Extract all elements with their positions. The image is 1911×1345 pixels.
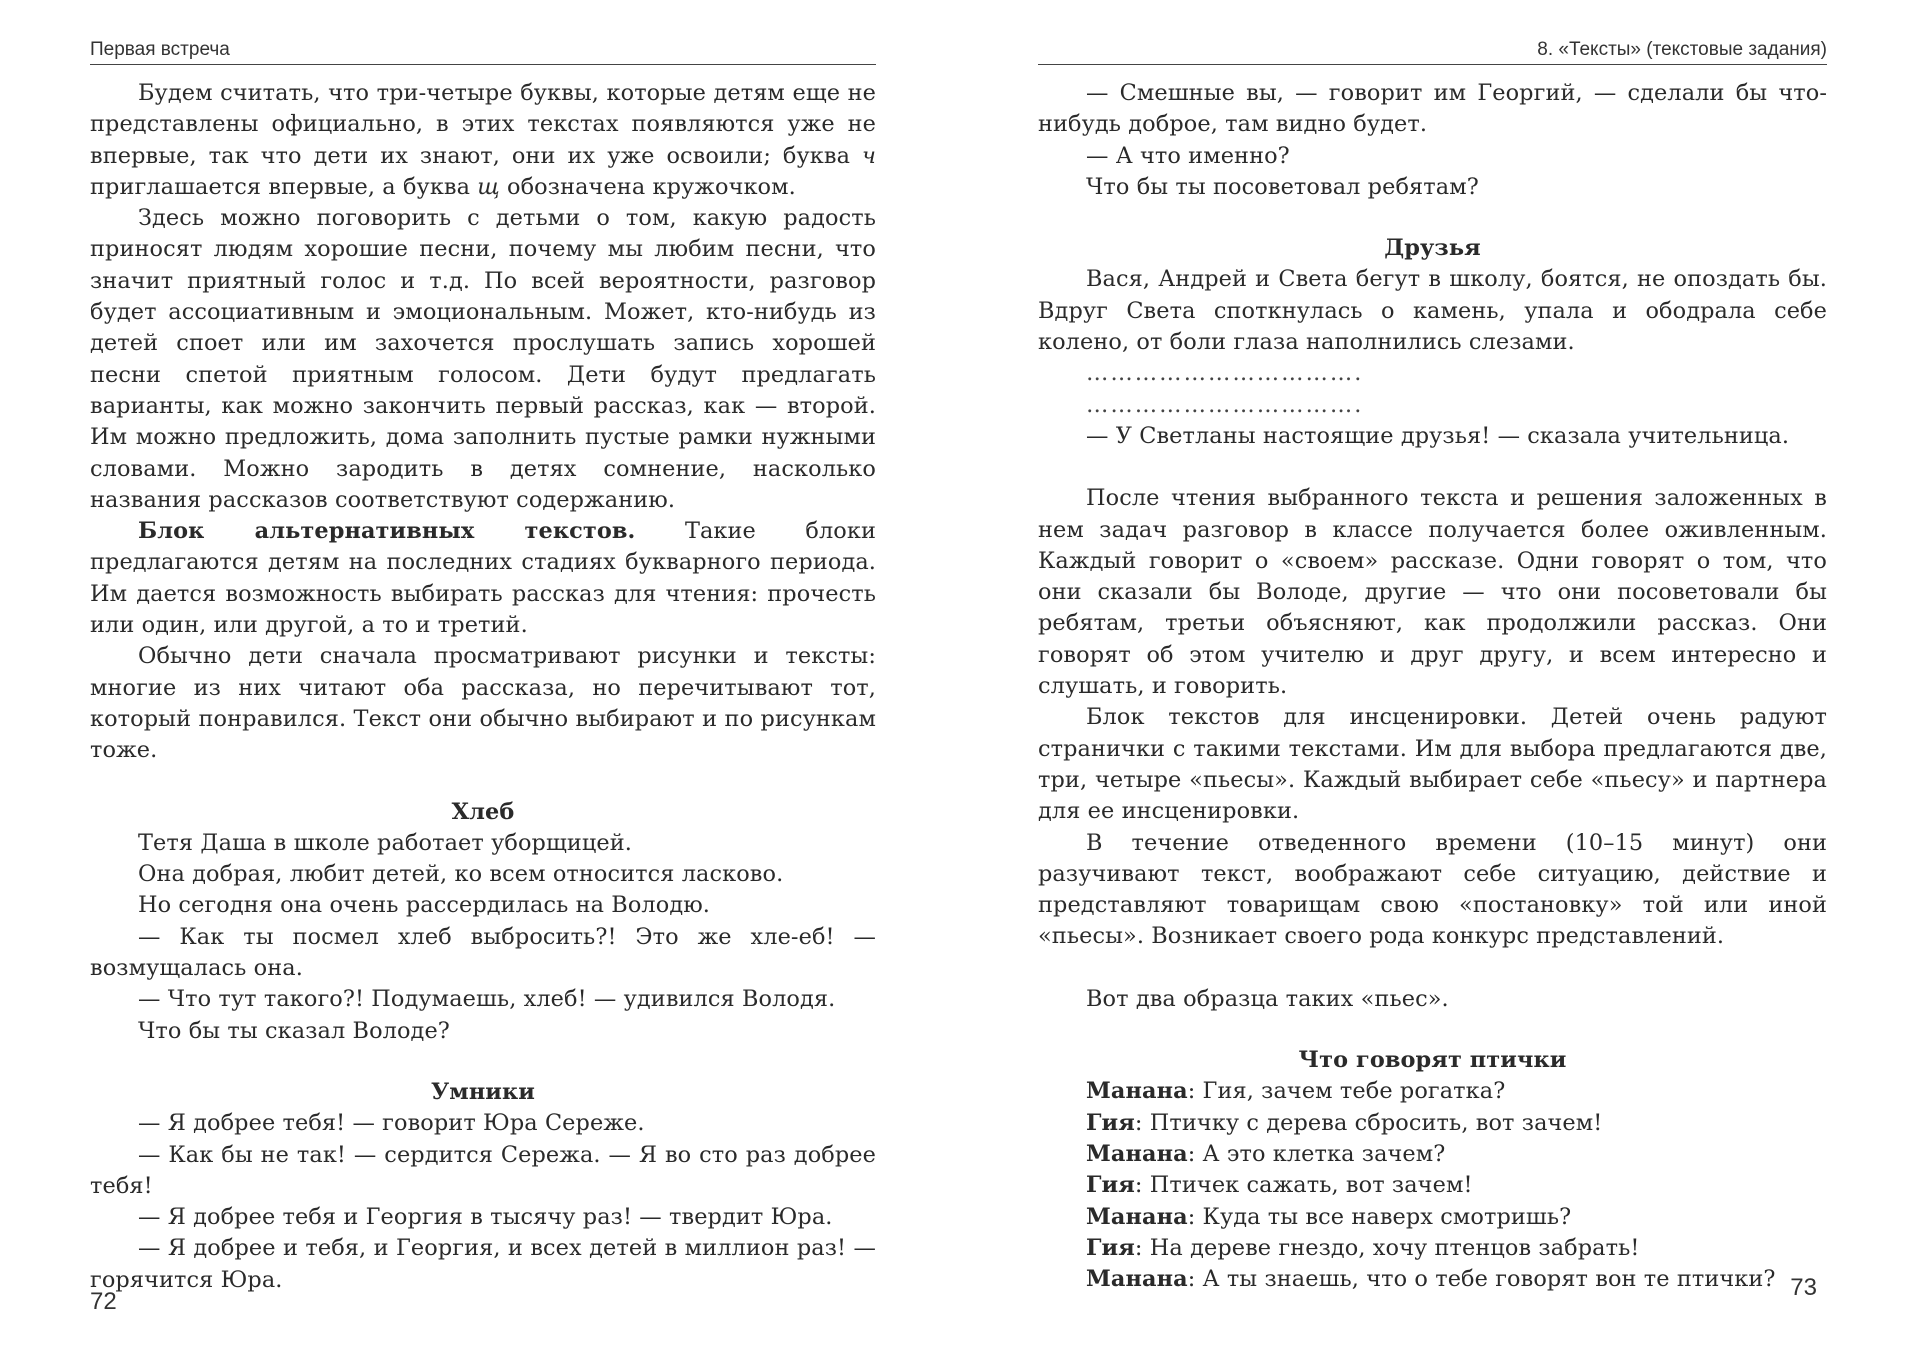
letter-ch: ч: [861, 142, 876, 169]
story-line: Вася, Андрей и Света бегут в школу, боятся, не опоздать бы. Вдруг Света споткнулась о камень, упала и ободрала себе колено, от боли глаза наполнились слезами.: [1038, 266, 1827, 356]
paragraph: Будем считать, что три-четыре буквы, которые детям еще не представлены официально, в этих текстах появляются уже не впервые, так что дети их знают, они их уже освоили; буква ч приглашается впервые, а буква щ обозначена кружочком.: [90, 80, 876, 200]
dialog-line: Манана: А ты знаешь, что о тебе говорят вон те птички?: [1086, 1266, 1776, 1293]
left-page-body: [90, 78, 876, 1296]
story-title-smart: Умники: [431, 1078, 535, 1105]
speaker: Манана: [1086, 1140, 1188, 1167]
story-line: Тетя Даша в школе работает уборщицей.: [138, 829, 632, 856]
play-title-birds: Что говорят птички: [1298, 1047, 1567, 1074]
paragraph: Вот два образца таких «пьес».: [1086, 985, 1449, 1012]
speaker: Манана: [1086, 1203, 1188, 1230]
story-line: — Как ты посмел хлеб выбросить?! Это же хле-еб! — возмущалась она.: [90, 923, 876, 982]
story-line: — Я добрее и тебя, и Георгия, и всех детей в миллион раз! — горячится Юра.: [90, 1235, 876, 1293]
running-head-right: [1038, 36, 1827, 65]
story-line: — Я добрее тебя! — говорит Юра Сереже.: [138, 1110, 645, 1137]
running-head-left: [90, 36, 876, 65]
paragraph: Здесь можно поговорить с детьми о том, какую радость приносят людям хорошие песни, почему мы любим песни, что значит приятный голос и т.д. По всей вероятности, разговор будет ассоциативным и эмоциональным. Может, кто-нибудь из детей споет или им захочется прослушать запись хорошей песни спетой приятным голосом. Дети будут предлагать варианты, как можно закончить первый рассказ, как — второй. Им можно предложить, дома заполнить пустые рамки нужными словами. Можно зародить в детях сомнение, насколько названия рассказов соответствуют содержанию.: [90, 205, 876, 513]
blank-line: …………………………….: [1086, 360, 1364, 387]
running-head-right-text: 8. «Тексты» (текстовые задания): [1537, 39, 1827, 60]
running-head-left-text: Первая встреча: [90, 39, 230, 60]
speaker: Гия: [1086, 1172, 1135, 1199]
speaker: Гия: [1086, 1109, 1135, 1136]
speaker: Манана: [1086, 1078, 1188, 1105]
blank-line: …………………………….: [1086, 391, 1364, 418]
page-number-left: 72: [90, 1288, 117, 1315]
paragraph: Блок текстов для инсценировки. Детей очень радуют странички с такими текстами. Им для выбора предлагаются две, три, четыре «пьесы». Каждый выбирает себе «пьесу» и партнера для ее инсценировки.: [1038, 704, 1827, 825]
story-line: — Я добрее тебя и Георгия в тысячу раз! — твердит Юра.: [138, 1204, 833, 1231]
story-title-friends: Друзья: [1384, 235, 1481, 262]
story-friends: [1038, 264, 1827, 452]
dialog-line: Манана: А это клетка зачем?: [1086, 1140, 1446, 1167]
dialog-line: Манана: Куда ты все наверх смотришь?: [1086, 1203, 1572, 1230]
story-line: — Что тут такого?! Подумаешь, хлеб! — удивился Володя.: [138, 986, 836, 1013]
story-smart: [90, 1108, 876, 1296]
page-number-right: 73: [1790, 1274, 1817, 1301]
letter-shch: щ: [477, 173, 500, 200]
paragraph: Блок альтернативных текстов. Такие блоки предлагаются детям на последних стадиях букварного периода. Им дается возможность выбирать рассказ для чтения: прочесть или один, или другой, а то и третий.: [90, 518, 876, 639]
dialog-line: Гия: Птичек сажать, вот зачем!: [1086, 1172, 1473, 1199]
speaker: Манана: [1086, 1266, 1188, 1293]
paragraph: В течение отведенного времени (10–15 минут) они разучивают текст, воображают себе ситуацию, действие и представляют товарищам свою «постановку» той или иной «пьесы». Возникает своего рода конкурс представлений.: [1038, 829, 1827, 950]
story-line: — А что именно?: [1086, 142, 1290, 169]
story-line: Что бы ты сказал Володе?: [138, 1017, 450, 1044]
dialog-line: Гия: Птичку с дерева сбросить, вот зачем!: [1086, 1109, 1603, 1136]
story-line: Она добрая, любит детей, ко всем относится ласково.: [138, 861, 784, 888]
story-line: — У Светланы настоящие друзья! — сказала учительница.: [1086, 422, 1790, 449]
block-heading: Блок альтернативных текстов.: [138, 518, 636, 545]
story-line: — Смешные вы, — говорит им Георгий, — сделали бы что-нибудь доброе, там видно будет.: [1038, 80, 1827, 138]
dialog-line: Гия: На дереве гнездо, хочу птенцов забрать!: [1086, 1234, 1640, 1261]
story-line: Что бы ты посоветовал ребятам?: [1086, 173, 1479, 200]
right-page-body: [1038, 78, 1827, 1295]
right-page: [1038, 0, 1827, 1345]
paragraph: Обычно дети сначала просматривают рисунки и тексты: многие из них читают оба рассказа, но перечитывают тот, который понравился. Текст они обычно выбирают и по рисункам тоже.: [90, 643, 876, 764]
story-bread: [90, 828, 876, 1047]
story-title-bread: Хлеб: [451, 798, 515, 825]
story-line: — Как бы не так! — сердится Сережа. — Я во сто раз добрее тебя!: [90, 1141, 876, 1199]
speaker: Гия: [1086, 1234, 1135, 1261]
dialog-line: Манана: Гия, зачем тебе рогатка?: [1086, 1078, 1506, 1105]
play-birds: [1038, 1076, 1827, 1295]
left-page: [90, 0, 876, 1345]
paragraph: После чтения выбранного текста и решения заложенных в нем задач разговор в классе получается более оживленным. Каждый говорит о «своем» рассказе. Одни говорят о том, что они сказали бы Володе, другие — что они посоветовали бы ребятам, третьи объясняют, как продолжили рассказ. Они говорят об этом учителю и друг другу, и всем интересно и слушать, и говорить.: [1038, 485, 1827, 700]
story-line: Но сегодня она очень рассердилась на Володю.: [138, 892, 711, 919]
